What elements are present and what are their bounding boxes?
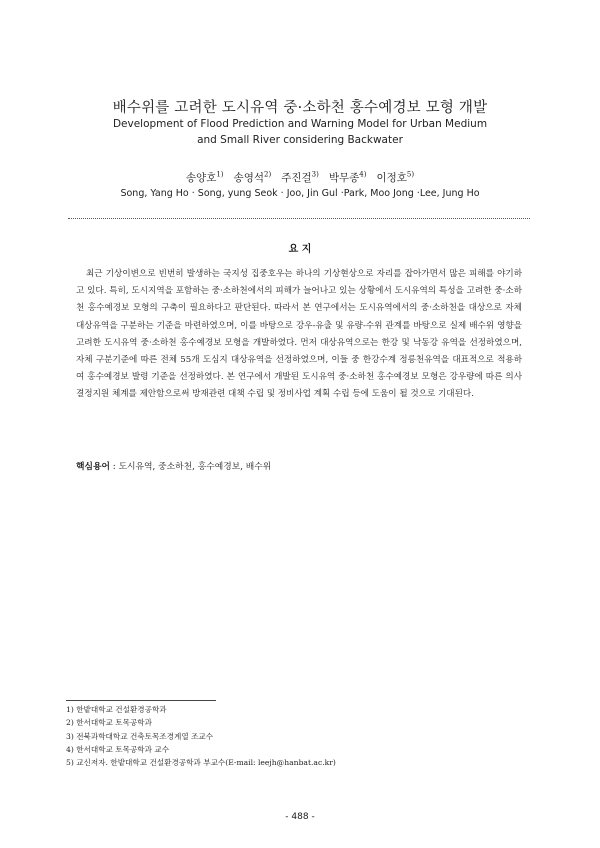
- author-2: 송영석$^{2)}$: [233, 170, 272, 184]
- author-list-english: Song, Yang Ho · Song, yung Seok · Joo, Jin Gul ·Park, Moo Jong ·Lee, Jung Ho: [120, 188, 480, 199]
- keywords-separator: :: [110, 462, 119, 472]
- keywords-text: 도시유역, 중소하천, 홍수예경보, 배수위: [118, 462, 272, 472]
- abstract-body: 최근 기상이변으로 빈번히 발생하는 국지성 집중호우는 하나의 기상현상으로 자리를 잡아가면서 많은 피해를 야기하고 있다. 특히, 도시지역을 포함하는 중·소하천에서의 피해가 늘어나고 있는 상황에서 도시유역의 특성을 고려한 중·소하천 홍수예경보 모형의 구축이 필요하다고 판단된다. 따라서 본 연구에서는 도시유역에서의 중·소하천을 대상으로 자체 대상유역을 구분하는 기준을 마련하였으며, 이를 바탕으로 강우-유출 및 유량-수위 관계를 바탕으로 실제 배수위 영향을 고려한 도시유역 중·소하천 홍수예경보 모형을 개발하였다. 먼저 대상유역으로는 한강 및 낙동강 유역을 선정하였으며, 자체 구분기준에 따른 전체 55개 도심지 대상유역을 선정하였으며, 이들 중 한강수계 정릉천유역을 대표적으로 적용하여 홍수예경보 발령 기준을 선정하였다. 본 연구에서 개발된 도시유역 중·소하천 홍수예경보 모형은 강우량에 따른 의사결정지원 체계를 제안함으로써 방재관련 대책 수립 및 정비사업 계획 수립 등에 도움이 될 것으로 기대된다.: [76, 269, 522, 400]
- author-5: 이정호$^{5)}$: [376, 170, 415, 184]
- section-divider: [68, 218, 530, 219]
- author-3: 주진걸$^{3)}$: [281, 170, 319, 184]
- footnote-4: 4) 한서대학교 토목공학과 교수: [66, 744, 170, 754]
- keywords-label: 핵심용어: [76, 462, 110, 472]
- footnote-2: 2) 한서대학교 토목공학과: [66, 718, 152, 728]
- page-number: - 488 -: [285, 812, 315, 822]
- author-list-korean: [0, 170, 600, 185]
- title-english-line-2: and Small River considering Backwater: [197, 134, 403, 146]
- paper-title-english: [0, 116, 600, 148]
- keywords-line: [76, 459, 522, 472]
- author-1: 송양호$^{1)}$: [185, 170, 224, 184]
- footnote-3: 3) 전북과학대학교 건축토목조경계열 조교수: [66, 731, 214, 741]
- paper-title-korean: 배수위를 고려한 도시유역 중·소하천 홍수예경보 모형 개발: [112, 100, 488, 116]
- abstract-heading: 요 지: [288, 244, 312, 255]
- footnote-list: [66, 703, 536, 769]
- footnote-5: 5) 교신저자. 한밭대학교 건설환경공학과 부교수(E-mail: leejh@hanbat.ac.kr): [66, 758, 336, 768]
- footnote-divider: [66, 700, 216, 701]
- footnote-1: 1) 한밭대학교 건설환경공학과: [66, 705, 167, 714]
- title-english-line-1: Development of Flood Prediction and Warning Model for Urban Medium: [112, 118, 488, 130]
- author-4: 박무종$^{4)}$: [328, 170, 367, 184]
